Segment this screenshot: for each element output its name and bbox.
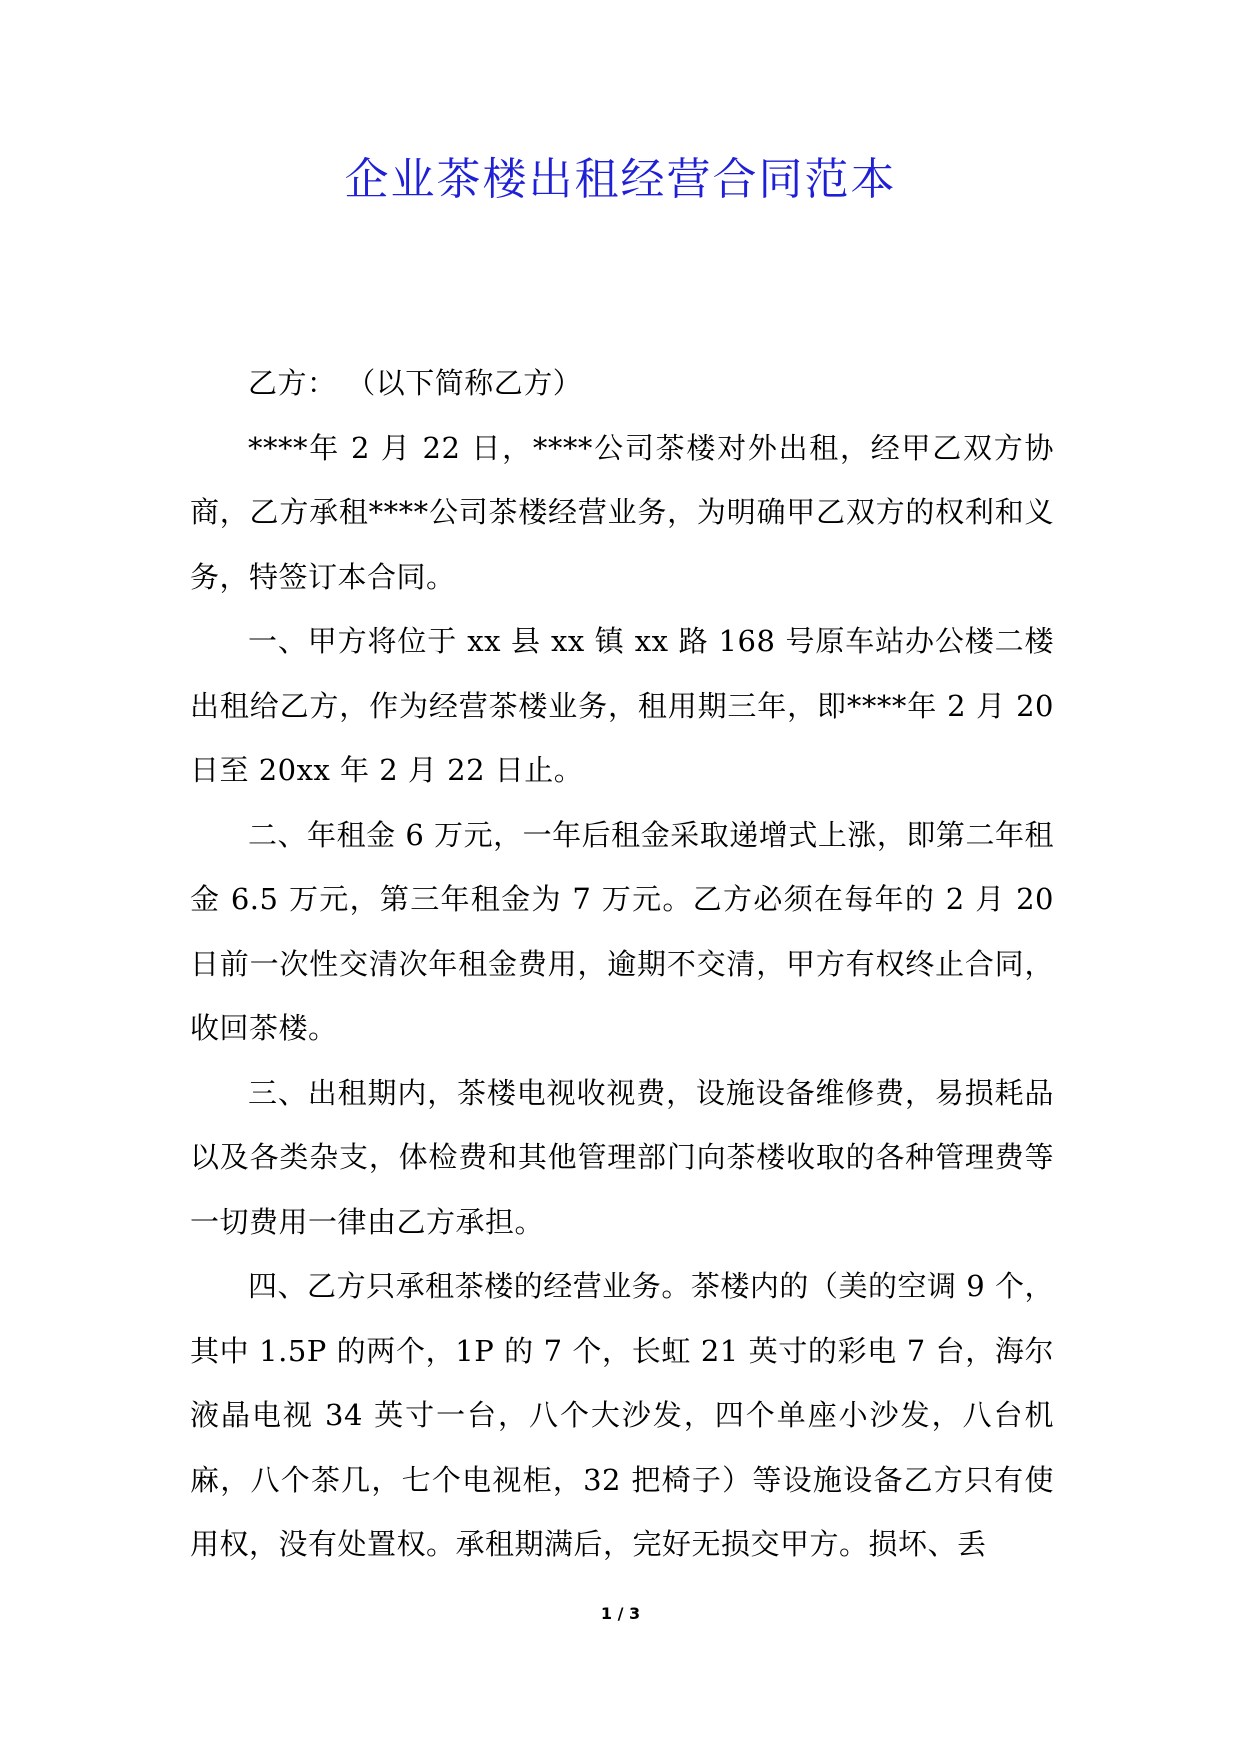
document-body: [190, 351, 1054, 1577]
paragraph-clause-4: 四、乙方只承租茶楼的经营业务。茶楼内的（美的空调 9 个，其中 1.5P 的两个，1P 的 7 个，长虹 21 英寸的彩电 7 台，海尔液晶电视 34 英寸一台，八个大沙发，四个单座小沙发，八台机麻，八个茶几，七个电视柜，32 把椅子）等设施设备乙方只有使用权，没有处置权。承租期满后，完好无损交甲方。损坏、丢: [190, 1269, 1054, 1561]
paragraph-clause-3: 三、出租期内，茶楼电视收视费，设施设备维修费，易损耗品以及各类杂支，体检费和其他管理部门向茶楼收取的各种管理费等一切费用一律由乙方承担。: [190, 1075, 1054, 1239]
page-number: 1 / 3: [600, 1604, 641, 1623]
paragraph-preamble: ****年 2 月 22 日，****公司茶楼对外出租，经甲乙双方协商，乙方承租****公司茶楼经营业务，为明确甲乙双方的权利和义务，特签订本合同。: [190, 430, 1054, 594]
document-title: 企业茶楼出租经营合同范本: [344, 154, 897, 205]
paragraph-party-b: 乙方： （以下简称乙方）: [248, 366, 583, 400]
paragraph-clause-2: 二、年租金 6 万元，一年后租金采取递增式上涨，即第二年租金 6.5 万元，第三年租金为 7 万元。乙方必须在每年的 2 月 20 日前一次性交清次年租金费用，逾期不交清，甲方有权终止合同，收回茶楼。: [190, 817, 1054, 1045]
paragraph-clause-1: 一、甲方将位于 xx 县 xx 镇 xx 路 168 号原车站办公楼二楼出租给乙方，作为经营茶楼业务，租用期三年，即****年 2 月 20 日至 20xx 年 2 月 22 日止。: [190, 624, 1054, 787]
